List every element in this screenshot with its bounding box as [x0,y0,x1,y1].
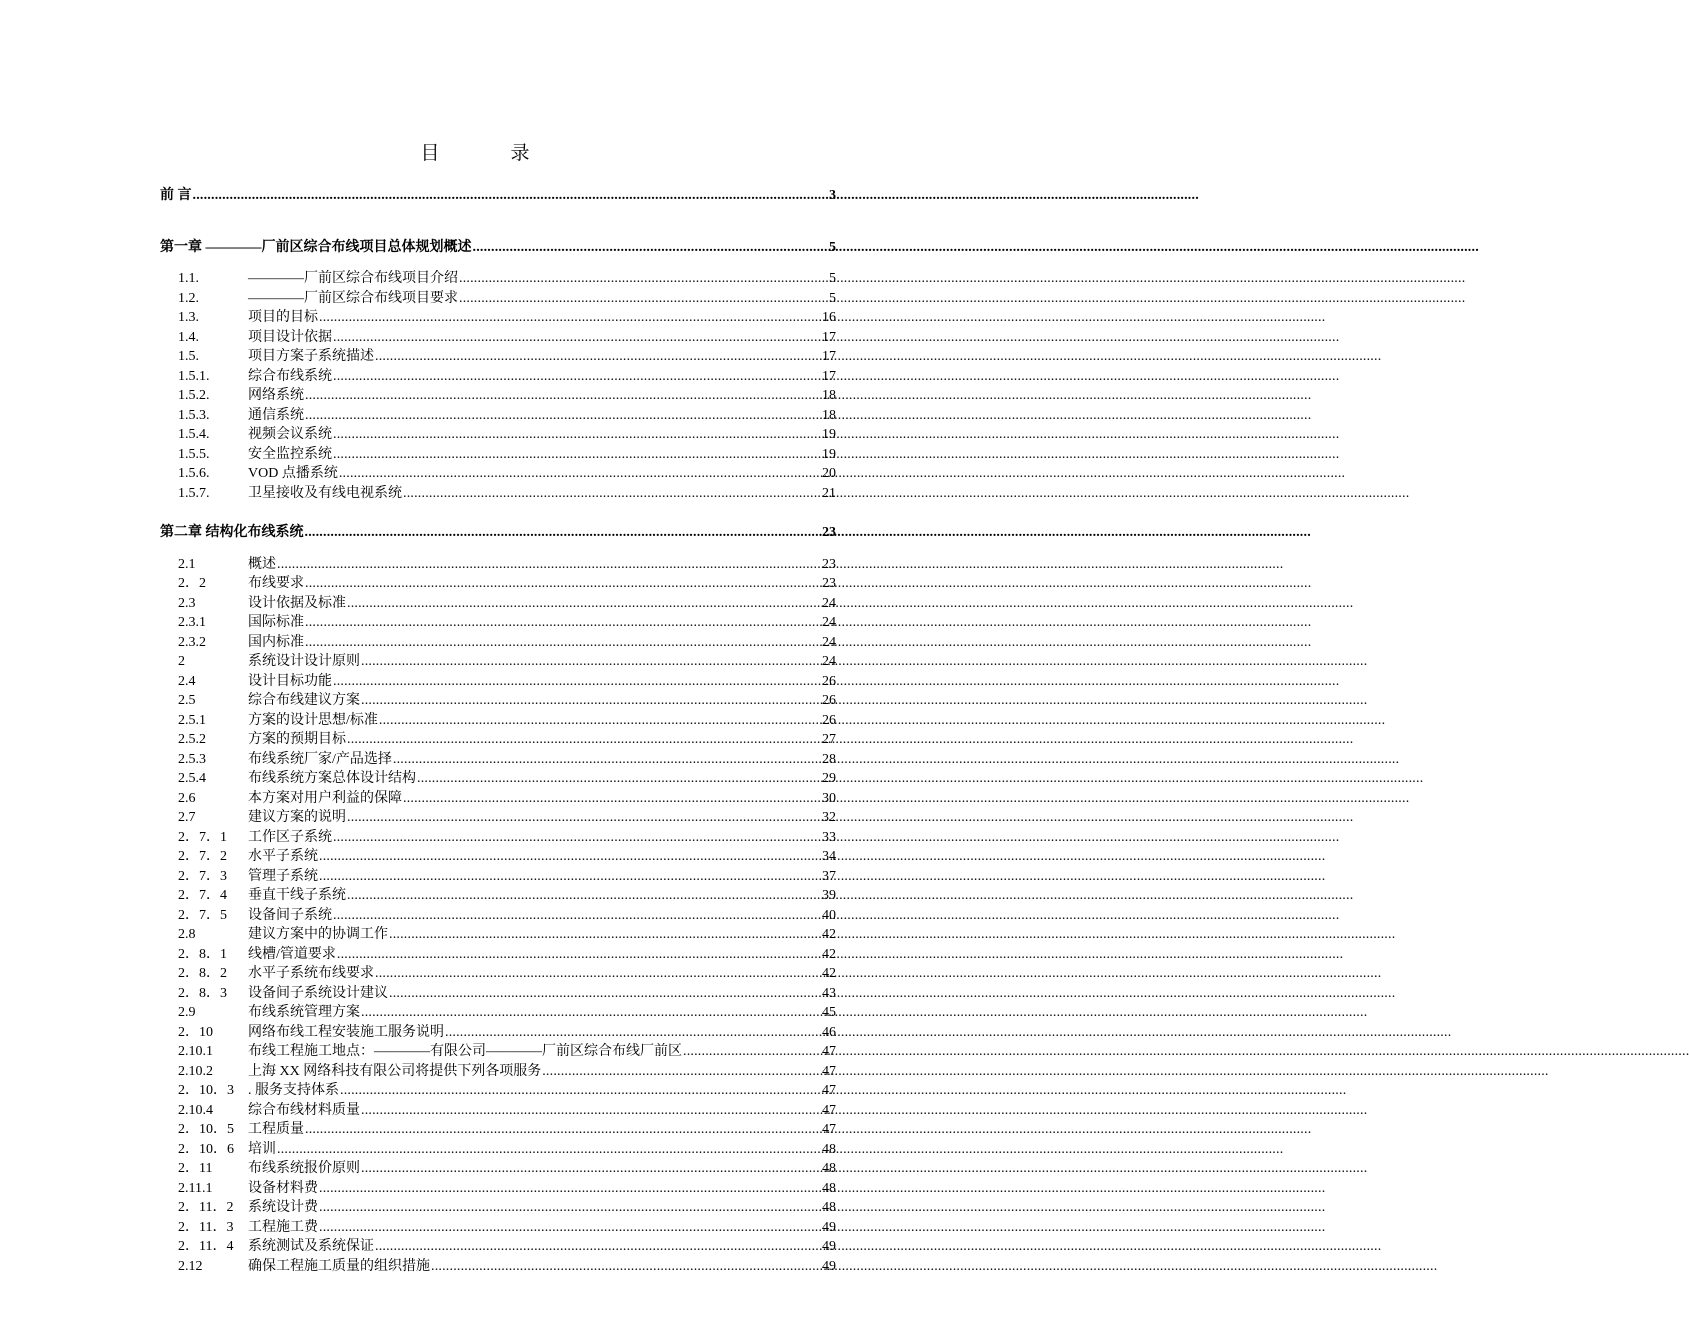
toc-page-number: 18 [822,407,836,423]
toc-entry-title: VOD 点播系统 [248,466,338,481]
toc-entry-number: 2.5.4 [178,771,206,786]
toc-page-number: 34 [822,849,836,864]
toc-entry-number: 2.1 [178,556,196,572]
toc-entry[interactable] [160,964,836,984]
toc-dot-leader [361,1003,821,1023]
toc-entry-title: 综合布线建议方案 [248,693,360,708]
toc-page-number: 49 [822,1219,836,1235]
toc-entry-number: 2.8 [178,927,196,942]
toc-entry-number: 2．8．2 [178,966,227,981]
toc-entry-title: 项目设计依据 [248,329,332,345]
toc-entry-number: 2．10 [178,1024,213,1040]
toc-dot-leader [459,289,828,309]
toc-entry[interactable] [160,594,836,614]
toc-entry-number: 2．8．3 [178,985,227,1001]
toc-page-number: 17 [822,368,836,384]
toc-dot-leader [389,984,821,1004]
toc-entry[interactable] [160,633,836,653]
toc-page-number: 47 [822,1083,836,1098]
toc-entry-number: 1.5.6. [178,466,210,481]
toc-dot-leader [305,633,821,653]
toc-entry-number: 2.5.3 [178,751,206,767]
toc-dot-leader [337,945,821,965]
toc-page-number: 24 [822,595,836,611]
toc-page-number: 43 [822,985,836,1001]
toc-dot-leader [361,1101,821,1121]
toc-entry-number: 2．8．1 [178,946,227,962]
toc-entry-number: 1.5.1. [178,368,210,384]
toc-dot-leader [375,347,821,367]
toc-entry-number: 2.10.4 [178,1102,213,1118]
toc-entry-title: 上海 XX 网络科技有限公司将提供下列各项服务 [248,1063,542,1079]
toc-entry-title: 建议方案中的协调工作 [248,927,388,942]
toc-entry[interactable] [160,945,836,965]
toc-dot-leader [319,1218,821,1238]
toc-entry[interactable] [160,445,836,465]
toc-entry-title: ————厂前区综合布线项目介绍 [248,271,458,286]
toc-page-number: 49 [822,1239,836,1254]
toc-entry[interactable] [160,425,836,445]
toc-entry-title: 方案的预期目标 [248,732,346,747]
toc-entry[interactable] [160,672,836,692]
toc-entry[interactable] [160,808,836,828]
toc-entry[interactable] [160,574,836,594]
toc-entry[interactable] [160,711,836,731]
toc-dot-leader [347,886,821,906]
toc-entry[interactable] [160,1003,836,1023]
toc-entry-title: 水平子系统 [248,849,318,864]
toc-entry[interactable] [160,1081,836,1101]
toc-page-number: 42 [822,927,836,942]
toc-dot-leader [333,425,821,445]
toc-dot-leader [319,1179,821,1199]
toc-dot-leader [305,1120,821,1140]
toc-dot-leader [683,1042,821,1062]
toc-entry-title: 国际标准 [248,615,304,630]
toc-title: 目 录 [420,143,556,164]
toc-dot-leader [361,1159,821,1179]
toc-entry-number: 2.12 [178,1258,203,1274]
toc-entry-title: 确保工程施工质量的组织措施 [248,1258,430,1274]
toc-entry[interactable] [160,906,836,926]
toc-entry-title: 工程施工费 [248,1219,318,1235]
toc-page-number: 47 [822,1044,836,1059]
toc-entry-number: 2.3.2 [178,634,206,650]
toc-page-number: 48 [822,1141,836,1157]
toc-page-number: 48 [822,1180,836,1196]
toc-entry-number: 2．7．2 [178,849,227,864]
toc-entry-title: . 服务支持体系 [248,1083,339,1098]
toc-page-number: 21 [822,485,836,501]
toc-entry-number: 2．7．5 [178,907,227,923]
toc-entry-title: 建议方案的说明 [248,810,346,825]
toc-entry-title: 网络布线工程安装施工服务说明 [248,1024,444,1040]
toc-dot-leader [333,367,821,387]
toc-entry-number: 1.2. [178,290,199,306]
toc-dot-leader [277,1140,821,1160]
toc-page-number: 26 [822,712,836,728]
toc-entry-number: 1.4. [178,329,199,345]
toc-page-number: 5 [829,239,836,255]
toc-entry[interactable] [160,769,836,789]
toc-entry-number: 2.11.1 [178,1180,213,1196]
toc-entry-number: 2．11．2 [178,1200,234,1215]
toc-entry-title: 培训 [248,1141,276,1157]
toc-page-number: 40 [822,907,836,923]
toc-entry-number: 2．11．3 [178,1219,234,1235]
toc-dot-leader [542,1062,821,1082]
toc-entry-title: 布线系统厂家/产品选择 [248,751,392,767]
toc-entry-title: 系统设计费 [248,1200,318,1215]
toc-page-number: 32 [822,810,836,825]
toc-page-number: 5 [829,271,836,286]
toc-entry-title: 系统测试及系统保证 [248,1239,374,1254]
toc-entry-title: 设备间子系统 [248,907,332,923]
toc-dot-leader [333,672,821,692]
toc-entry-number: 2.3.1 [178,615,206,630]
toc-entry[interactable] [160,555,836,575]
toc-entry-title: 通信系统 [248,407,304,423]
toc-entry-title: 前 言 [160,188,192,203]
toc-dot-leader [319,1198,821,1218]
toc-entry-number: 1.5. [178,349,199,364]
toc-entry[interactable] [160,328,836,348]
toc-entry-title: 布线工程施工地点：————有限公司————厂前区综合布线厂前区 [248,1044,682,1059]
toc-page-number: 20 [822,466,836,481]
toc-entry-number: 2.6 [178,790,196,806]
toc-entry-title: 综合布线系统 [248,368,332,384]
toc-entry-title: 水平子系统布线要求 [248,966,374,981]
toc-entry-title: 工作区子系统 [248,829,332,845]
toc-page-number: 24 [822,615,836,630]
toc-entry-number: 2.5.1 [178,712,206,728]
toc-entry[interactable] [160,867,836,887]
toc-entry-number: 2.10.2 [178,1063,213,1079]
toc-dot-leader [277,555,821,575]
toc-dot-leader [319,308,821,328]
toc-dot-leader [361,652,821,672]
toc-entry-number: 2.5.2 [178,732,206,747]
toc-entry-title: 项目的目标 [248,310,318,325]
toc-entry[interactable] [160,1257,836,1277]
toc-entry-number: 2.9 [178,1005,196,1020]
toc-entry-title: 方案的设计思想/标准 [248,712,378,728]
toc-dot-leader [319,867,821,887]
toc-page-number: 47 [822,1122,836,1137]
toc-page-number: 39 [822,888,836,903]
toc-entry-number: 2．7．3 [178,868,227,884]
table-of-contents [160,186,836,1276]
toc-entry[interactable] [160,984,836,1004]
toc-dot-leader [361,691,821,711]
toc-dot-leader [319,847,821,867]
toc-page-number: 48 [822,1161,836,1176]
toc-page-number: 33 [822,829,836,845]
toc-page-number: 24 [822,634,836,650]
toc-entry[interactable] [160,886,836,906]
toc-entry-number: 2.7 [178,810,196,825]
toc-dot-leader [333,328,821,348]
toc-dot-leader [340,1081,821,1101]
toc-entry-title: 布线系统报价原则 [248,1161,360,1176]
toc-page-number: 46 [822,1024,836,1040]
toc-page-number: 30 [822,790,836,806]
toc-dot-leader [393,750,821,770]
toc-entry-title: 工程质量 [248,1122,304,1137]
toc-chapter-entry[interactable] [160,523,836,543]
toc-dot-leader [193,186,829,206]
toc-dot-leader [305,386,821,406]
toc-entry[interactable] [160,1159,836,1179]
toc-entry[interactable] [160,289,836,309]
toc-entry-number: 2．11．4 [178,1239,234,1254]
toc-dot-leader [347,594,821,614]
toc-dot-leader [389,925,821,945]
toc-entry-number: 2．10．5 [178,1122,234,1137]
toc-entry[interactable] [160,1140,836,1160]
toc-page-number: 19 [822,446,836,462]
toc-entry-title: 设备材料费 [248,1180,318,1196]
toc-entry[interactable] [160,750,836,770]
toc-entry[interactable] [160,269,836,289]
toc-page-number: 47 [822,1063,836,1079]
toc-entry-title: 网络系统 [248,388,304,403]
toc-entry-number: 2．11 [178,1161,213,1176]
toc-entry-number: 2．10．3 [178,1083,234,1098]
toc-page-number: 26 [822,673,836,689]
toc-entry-title: 国内标准 [248,634,304,650]
toc-page-number: 45 [822,1005,836,1020]
toc-dot-leader [347,808,821,828]
toc-entry-number: 1.5.4. [178,427,210,442]
toc-entry-title: 垂直干线子系统 [248,888,346,903]
toc-page-number: 24 [822,654,836,669]
toc-page-number: 3 [829,188,836,203]
toc-entry[interactable] [160,406,836,426]
toc-entry[interactable] [160,789,836,809]
toc-entry-title: 系统设计设计原则 [248,654,360,669]
toc-entry-title: 第一章 ————厂前区综合布线项目总体规划概述 [160,239,472,255]
toc-entry-number: 2．2 [178,576,206,591]
toc-dot-leader [473,238,829,258]
toc-page-number: 26 [822,693,836,708]
toc-dot-leader [417,769,821,789]
toc-dot-leader [305,523,822,543]
toc-page-number: 17 [822,349,836,364]
toc-page-number: 18 [822,388,836,403]
toc-entry-number: 2.10.1 [178,1044,213,1059]
toc-page-number: 28 [822,751,836,767]
toc-entry-title: 卫星接收及有线电视系统 [248,485,402,501]
toc-entry[interactable] [160,691,836,711]
toc-page-number: 48 [822,1200,836,1215]
toc-entry-number: 1.1. [178,271,199,286]
toc-entry[interactable] [160,652,836,672]
toc-page-number: 23 [822,525,836,540]
toc-entry-title: 设备间子系统设计建议 [248,985,388,1001]
toc-entry[interactable] [160,1179,836,1199]
toc-entry-number: 2．10．6 [178,1141,234,1157]
toc-entry-title: 线槽/管道要求 [248,946,336,962]
toc-page-number: 23 [822,576,836,591]
toc-entry[interactable] [160,464,836,484]
toc-entry-title: 布线要求 [248,576,304,591]
toc-entry[interactable] [160,367,836,387]
toc-dot-leader [305,613,821,633]
toc-entry[interactable] [160,1023,836,1043]
toc-page-number: 42 [822,946,836,962]
toc-page-number: 42 [822,966,836,981]
toc-entry-number: 2 [178,654,185,669]
toc-entry-number: 2.3 [178,595,196,611]
toc-entry[interactable] [160,1237,836,1257]
toc-entry-number: 1.5.2. [178,388,210,403]
toc-entry[interactable] [160,613,836,633]
toc-entry-title: 布线系统方案总体设计结构 [248,771,416,786]
toc-page-number: 19 [822,427,836,442]
toc-entry-number: 2.4 [178,673,196,689]
toc-dot-leader [459,269,828,289]
toc-entry-title: 安全监控系统 [248,446,332,462]
toc-dot-leader [403,789,821,809]
toc-dot-leader [347,730,821,750]
toc-entry-title: ————厂前区综合布线项目要求 [248,290,458,306]
toc-entry-number: 2．7．4 [178,888,227,903]
toc-entry[interactable] [160,386,836,406]
toc-entry-number: 1.5.3. [178,407,210,423]
toc-dot-leader [375,1237,821,1257]
toc-page-number: 17 [822,329,836,345]
toc-entry[interactable] [160,1120,836,1140]
toc-entry-title: 项目方案子系统描述 [248,349,374,364]
toc-entry-title: 概述 [248,556,276,572]
toc-dot-leader [379,711,821,731]
toc-dot-leader [403,484,821,504]
toc-entry-title: 管理子系统 [248,868,318,884]
toc-page-number: 47 [822,1102,836,1118]
toc-chapter-entry[interactable] [160,238,836,258]
toc-entry[interactable] [160,925,836,945]
toc-entry-title: 综合布线材料质量 [248,1102,360,1118]
toc-entry-title: 视频会议系统 [248,427,332,442]
toc-entry-title: 布线系统管理方案 [248,1005,360,1020]
toc-dot-leader [333,828,821,848]
toc-entry[interactable] [160,1198,836,1218]
toc-page-number: 37 [822,868,836,884]
toc-entry-number: 1.5.5. [178,446,210,462]
toc-entry[interactable] [160,484,836,504]
toc-page-number: 5 [829,290,836,306]
toc-entry[interactable] [160,308,836,328]
toc-dot-leader [339,464,821,484]
toc-page-number: 16 [822,310,836,325]
toc-entry[interactable] [160,1042,836,1062]
toc-entry[interactable] [160,730,836,750]
toc-dot-leader [333,445,821,465]
toc-dot-leader [375,964,821,984]
toc-entry[interactable] [160,1218,836,1238]
toc-entry[interactable] [160,847,836,867]
toc-page-number: 27 [822,732,836,747]
toc-chapter-entry[interactable] [160,186,836,206]
toc-entry[interactable] [160,828,836,848]
toc-dot-leader [305,574,821,594]
toc-entry-title: 设计目标功能 [248,673,332,689]
toc-dot-leader [445,1023,821,1043]
toc-entry-number: 2.5 [178,693,196,708]
toc-dot-leader [305,406,821,426]
toc-entry-title: 本方案对用户利益的保障 [248,790,402,806]
toc-entry[interactable] [160,347,836,367]
toc-entry[interactable] [160,1101,836,1121]
toc-page-number: 29 [822,771,836,786]
toc-dot-leader [333,906,821,926]
toc-entry-number: 1.3. [178,310,199,325]
toc-entry[interactable] [160,1062,836,1082]
toc-entry-number: 1.5.7. [178,485,210,501]
toc-entry-number: 2．7．1 [178,829,227,845]
toc-entry-title: 第二章 结构化布线系统 [160,525,304,540]
toc-entry-title: 设计依据及标准 [248,595,346,611]
toc-dot-leader [431,1257,821,1277]
toc-page-number: 23 [822,556,836,572]
toc-page-number: 49 [822,1258,836,1274]
